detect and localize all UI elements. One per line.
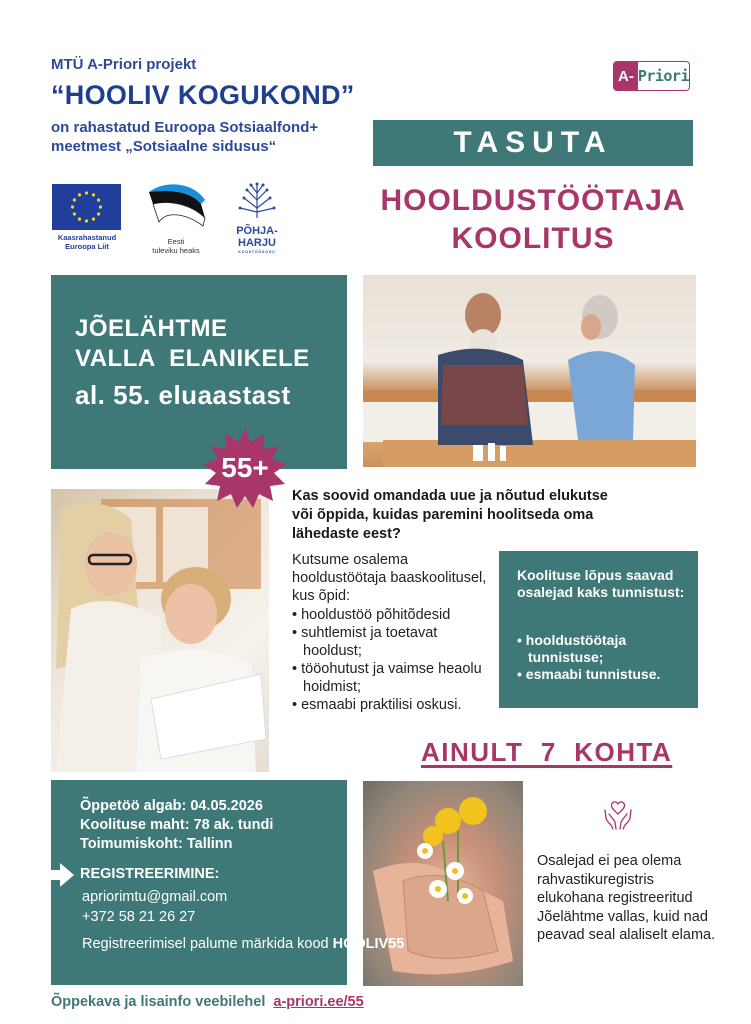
apriori-logo-priori: Priori	[637, 67, 689, 85]
pohja-harju-line-1: PÕHJA-	[236, 225, 278, 237]
certificate-item: • esmaabi tunnistuse.	[517, 666, 697, 683]
topics-list	[292, 606, 492, 714]
course-title-line-1: HOOLDUSTÖÖTAJA	[380, 184, 686, 217]
photo-caregiver-with-elderly-woman	[51, 489, 269, 772]
apriori-logo	[613, 61, 690, 91]
registration-contact	[82, 887, 227, 927]
intro-invite: Kutsume osalema hooldustöötaja baaskoolitusel, kus õpid:	[292, 552, 487, 604]
estonia-caption	[140, 237, 212, 255]
eu-caption	[44, 233, 130, 251]
funding-line-2: meetmest „Sotsiaalne sidusus“	[51, 138, 277, 155]
eu-caption-line-2: Euroopa Liit	[65, 242, 109, 251]
estonia-future-logo	[143, 182, 209, 238]
project-title: “HOOLIV KOGUKOND”	[51, 80, 355, 110]
topic-item: • esmaabi praktilisi oskusi.	[292, 696, 492, 714]
estonia-caption-line-1: Eesti	[167, 237, 185, 246]
free-banner: TASUTA	[373, 120, 693, 166]
certificate-item: • hooldustöötaja tunnistuse;	[517, 632, 697, 666]
intro-question: Kas soovid omandada uue ja nõutud elukutse või õppida, kuidas paremini hoolitseda oma lähedaste eest?	[292, 488, 608, 542]
apriori-logo-a: A-	[614, 62, 638, 90]
topic-item: • suhtlemist ja toetavat hooldust;	[292, 624, 492, 660]
residency-note: Osalejad ei pea olema rahvastikuregistris elukohana registreeritud Jõelähtme vallas, kuid nad peavad seal alaliselt elama.	[537, 853, 716, 943]
tree-network-icon	[232, 180, 282, 220]
pohja-harju-logo	[232, 180, 282, 258]
pohja-harju-name	[232, 225, 282, 255]
course-details	[80, 797, 273, 854]
organization-name: MTÜ A-Priori projekt	[51, 56, 197, 73]
course-volume: Koolituse maht: 78 ak. tundi	[80, 817, 274, 833]
registration-email[interactable]: apriorimtu@gmail.com	[82, 889, 228, 905]
photo-hands-holding-flowers	[363, 781, 523, 986]
age-badge-label: 55+	[221, 452, 269, 483]
target-line-1: JÕELÄHTME	[75, 315, 228, 342]
funding-statement	[51, 118, 318, 156]
target-line-2: VALLA ELANIKELE	[75, 345, 310, 372]
course-title	[366, 182, 700, 258]
eu-caption-line-1: Kaasrahastanud	[57, 233, 117, 242]
funding-line-1: on rahastatud Euroopa Sotsiaalfond+	[51, 119, 319, 136]
eu-stars-icon	[52, 184, 121, 230]
footer-info	[51, 994, 364, 1010]
certificates-title: Koolituse lõpus saavad osalejad kaks tunnistust:	[517, 567, 685, 600]
registration-code: HOOLIV55	[332, 936, 405, 952]
heart-in-hands-icon	[601, 798, 635, 832]
topic-item: • tööohutust ja vaimse heaolu hoidmist;	[292, 660, 492, 696]
target-line-3: al. 55. eluaastast	[75, 380, 291, 410]
pohja-harju-line-3: KOOSTÖÖKOGU	[238, 250, 276, 254]
eu-flag-logo	[52, 184, 121, 230]
arrow-right-icon	[44, 863, 76, 887]
pohja-harju-line-2: HARJU	[238, 237, 276, 249]
registration-note-text: Registreerimisel palume märkida kood	[82, 936, 329, 952]
footer-link[interactable]: a-priori.ee/55	[273, 994, 364, 1010]
topic-item: • hooldustöö põhitõdesid	[292, 606, 492, 624]
course-location: Toimumiskoht: Tallinn	[80, 836, 233, 852]
start-date: Õppetöö algab: 04.05.2026	[80, 798, 263, 814]
registration-title: REGISTREERIMINE:	[80, 866, 220, 882]
certificates-list	[517, 632, 697, 683]
course-title-line-2: KOOLITUS	[451, 222, 615, 255]
registration-note	[82, 935, 404, 954]
footer-text: Õppekava ja lisainfo veebilehel	[51, 994, 266, 1010]
photo-blood-pressure-kitchen	[363, 275, 696, 467]
target-audience-text	[75, 314, 310, 410]
registration-phone[interactable]: +372 58 21 26 27	[82, 909, 196, 925]
estonia-caption-line-2: tuleviku heaks	[152, 246, 200, 255]
limited-spots-notice: AINULT 7 KOHTA	[421, 737, 673, 767]
